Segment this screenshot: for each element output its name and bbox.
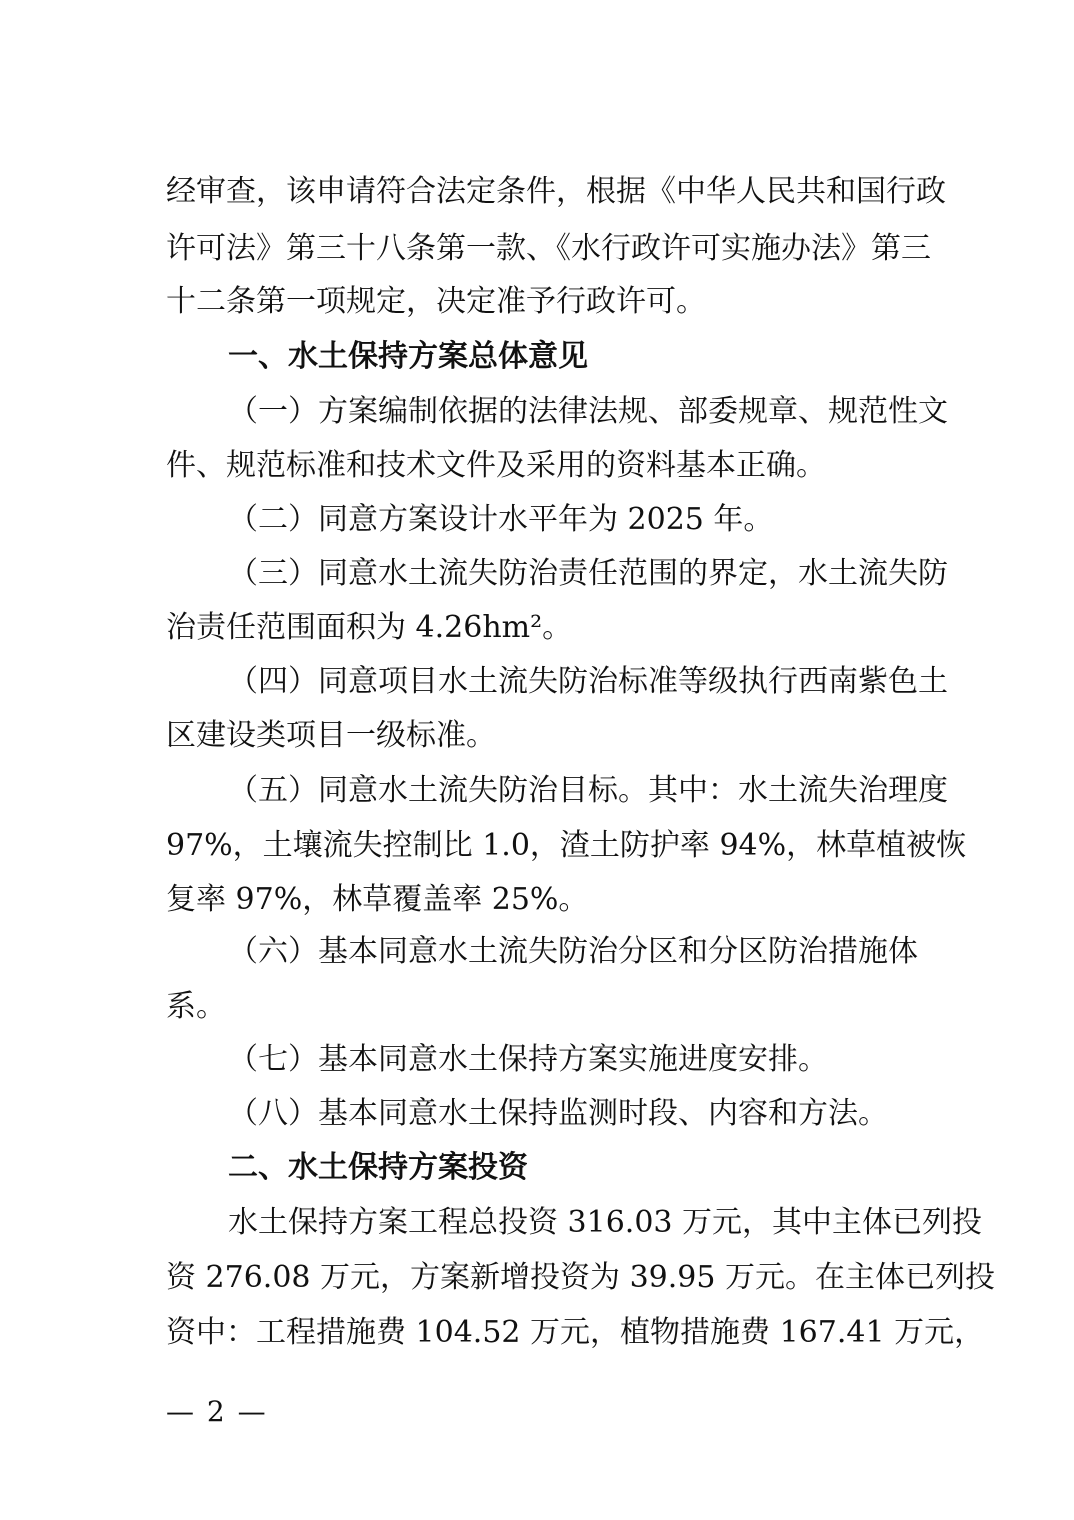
paragraph-line: （三）同意水土流失防治责任范围的界定，水土流失防 (228, 556, 948, 591)
paragraph-line: 区建设类项目一级标准。 (166, 718, 496, 753)
paragraph-line: 复率 97%，林草覆盖率 25%。 (166, 882, 589, 917)
paragraph-line: 水土保持方案工程总投资 316.03 万元，其中主体已列投 (228, 1205, 983, 1240)
paragraph-line: 治责任范围面积为 4.26hm²。 (166, 610, 573, 645)
paragraph-line: 十二条第一项规定，决定准予行政许可。 (166, 284, 706, 319)
paragraph-line: （八）基本同意水土保持监测时段、内容和方法。 (228, 1096, 888, 1131)
paragraph-line: （二）同意方案设计水平年为 2025 年。 (228, 502, 774, 537)
paragraph-line: 97%，土壤流失控制比 1.0，渣土防护率 94%，林草植被恢 (166, 828, 967, 863)
paragraph-line: 经审查，该申请符合法定条件，根据《中华人民共和国行政 (166, 174, 946, 209)
paragraph-line: 件、规范标准和技术文件及采用的资料基本正确。 (166, 448, 826, 483)
page-number: — 2 — (166, 1395, 268, 1428)
section-heading: 二、水土保持方案投资 (228, 1150, 528, 1185)
paragraph-line: 资中：工程措施费 104.52 万元，植物措施费 167.41 万元， (166, 1315, 985, 1350)
paragraph-line: （五）同意水土流失防治目标。其中：水土流失治理度 (228, 773, 948, 808)
paragraph-line: （七）基本同意水土保持方案实施进度安排。 (228, 1042, 828, 1077)
paragraph-line: （六）基本同意水土流失防治分区和分区防治措施体 (228, 934, 918, 969)
paragraph-line: 许可法》第三十八条第一款、《水行政许可实施办法》第三 (166, 231, 931, 266)
paragraph-line: （四）同意项目水土流失防治标准等级执行西南紫色土 (228, 664, 948, 699)
paragraph-line: 资 276.08 万元，方案新增投资为 39.95 万元。在主体已列投 (166, 1260, 995, 1295)
section-heading: 一、水土保持方案总体意见 (228, 339, 588, 374)
paragraph-line: 系。 (166, 989, 226, 1024)
paragraph-line: （一）方案编制依据的法律法规、部委规章、规范性文 (228, 394, 948, 429)
